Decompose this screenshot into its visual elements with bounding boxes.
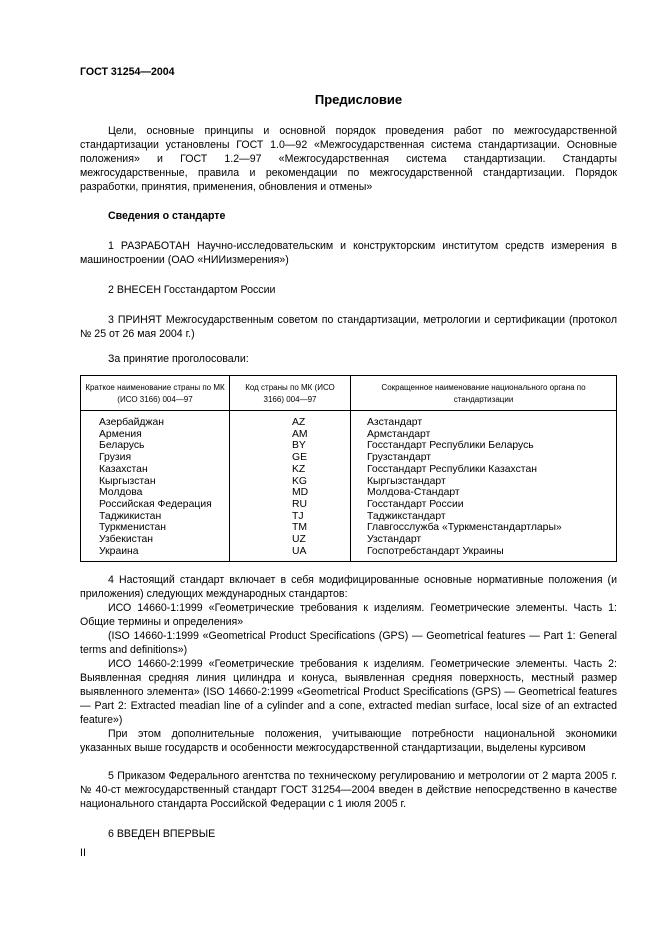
section-title: Сведения о стандарте — [108, 210, 226, 222]
standards-body: Молдова-Стандарт — [351, 487, 617, 499]
standards-body: Госстандарт Республики Казахстан — [351, 464, 617, 476]
table-row — [81, 499, 617, 511]
country-name: Туркменистан — [99, 522, 166, 534]
country-name: Кыргызстан — [99, 475, 156, 487]
country-name: Грузия — [99, 452, 132, 464]
table-row — [81, 464, 617, 476]
country-name: Таджикистан — [99, 510, 162, 522]
iso-14660-1-ru: ИСО 14660-1:1999 «Геометрические требования к изделиям. Геометрические элементы. Часть 1: Общие термины и определения» — [80, 602, 617, 628]
standards-body: Грузстандарт — [351, 452, 617, 464]
country-code: MD — [230, 487, 351, 499]
column-header-country: Краткое наименование страны по МК (ИСО 3166) 004—97 — [81, 376, 230, 411]
item-3: 3 ПРИНЯТ Межгосударственным советом по стандартизации, метрологии и сертификации (протокол № 25 от 26 мая 2004 г.) — [80, 314, 617, 340]
table-row — [81, 522, 617, 534]
country-code: AM — [230, 429, 351, 441]
column-header-organ: Сокращенное наименование национального органа по стандартизации — [351, 376, 617, 411]
country-code: KZ — [230, 464, 351, 476]
standards-body: Кыргызстандарт — [351, 476, 617, 488]
country-code: KG — [230, 476, 351, 488]
standards-body: Таджикстандарт — [351, 511, 617, 523]
country-name: Азербайджан — [99, 417, 164, 428]
country-code: RU — [230, 499, 351, 511]
country-name: Молдова — [99, 487, 143, 499]
iso-14660-2: ИСО 14660-2:1999 «Геометрические требования к изделиям. Геометрические элементы. Часть 2: Выявленная средняя линия цилиндра и конуса, выявленная средняя поверхность, местный размер выявленного элемента» (ISO 14660-2:1999 «Geometrical Product Specifications (GPS) — Geometrical features — Part 2: Extracted meadian line of a cylinder and a cone, extracted median surface, local size of an extracted feature») — [80, 658, 617, 726]
standards-body: Узстандарт — [351, 534, 617, 546]
document-header: ГОСТ 31254—2004 — [80, 66, 175, 78]
iso-14660-1-en: (ISO 14660-1:1999 «Geometrical Product Specifications (GPS) — Geometrical features — Part 1: General terms and definitions») — [80, 630, 617, 656]
standards-body: Госстандарт Республики Беларусь — [351, 440, 617, 452]
table-row — [81, 546, 617, 562]
table-row — [81, 476, 617, 488]
standards-body: Азстандарт — [351, 411, 617, 429]
table-row — [81, 487, 617, 499]
page-number: II — [80, 847, 86, 859]
table-row — [81, 534, 617, 546]
item-4-intro: 4 Настоящий стандарт включает в себя модифицированные основные нормативные положения (и приложения) следующих международных стандартов: — [80, 574, 617, 600]
standards-body: Госпотребстандарт Украины — [351, 546, 617, 562]
country-code: BY — [230, 440, 351, 452]
country-code: UZ — [230, 534, 351, 546]
country-code: UA — [230, 546, 351, 562]
item-5: 5 Приказом Федерального агентства по техническому регулированию и метрологии от 2 марта 2005 г. № 40-ст межгосударственный стандарт ГОСТ 31254—2004 введен в действие непосредственно в качестве национального стандарта Российской Федерации с 1 июля 2005 г. — [80, 770, 617, 810]
standards-body: Армстандарт — [351, 429, 617, 441]
country-name: Узбекистан — [99, 534, 153, 546]
table-row — [81, 440, 617, 452]
country-code: AZ — [230, 411, 351, 429]
item-4 — [80, 573, 617, 755]
standards-body: Главгосслужба «Туркменстандартлары» — [351, 522, 617, 534]
country-code: GE — [230, 452, 351, 464]
country-code: TJ — [230, 511, 351, 523]
item-6: 6 ВВЕДЕН ВПЕРВЫЕ — [108, 828, 216, 840]
country-name: Армения — [99, 428, 142, 440]
table-row — [81, 411, 617, 429]
country-name: Казахстан — [99, 463, 148, 475]
additional-provisions: При этом дополнительные положения, учитывающие потребности национальной экономики указанных выше государств и особенности межгосударственной стандартизации, выделены курсивом — [80, 728, 617, 754]
voting-table — [80, 375, 617, 562]
country-code: TM — [230, 522, 351, 534]
table-row — [81, 511, 617, 523]
country-name: Беларусь — [99, 440, 145, 452]
page-title: Предисловие — [314, 92, 403, 107]
item-1: 1 РАЗРАБОТАН Научно-исследовательским и конструкторским институтом средств измерения в машиностроении (ОАО «НИИизмерения») — [80, 240, 617, 266]
column-header-code: Код страны по МК (ИСО 3166) 004—97 — [230, 376, 351, 411]
country-name: Российская Федерация — [99, 498, 212, 510]
table-row — [81, 429, 617, 441]
intro-paragraph: Цели, основные принципы и основной порядок проведения работ по межгосударственной стандартизации установлены ГОСТ 1.0—92 «Межгосударственная система стандартизации. Основные положения» и ГОСТ 1.2—97 «Межгосударственная система стандартизации. Стандарты межгосударственные, правила и рекомендации по межгосударственной стандартизации. Порядок разработки, принятия, применения, обновления и отмены» — [80, 125, 617, 193]
standards-body: Госстандарт России — [351, 499, 617, 511]
item-2: 2 ВНЕСЕН Госстандартом России — [108, 284, 276, 296]
table-row — [81, 452, 617, 464]
country-name: Украина — [99, 545, 139, 557]
voted-label: За принятие проголосовали: — [108, 353, 249, 365]
